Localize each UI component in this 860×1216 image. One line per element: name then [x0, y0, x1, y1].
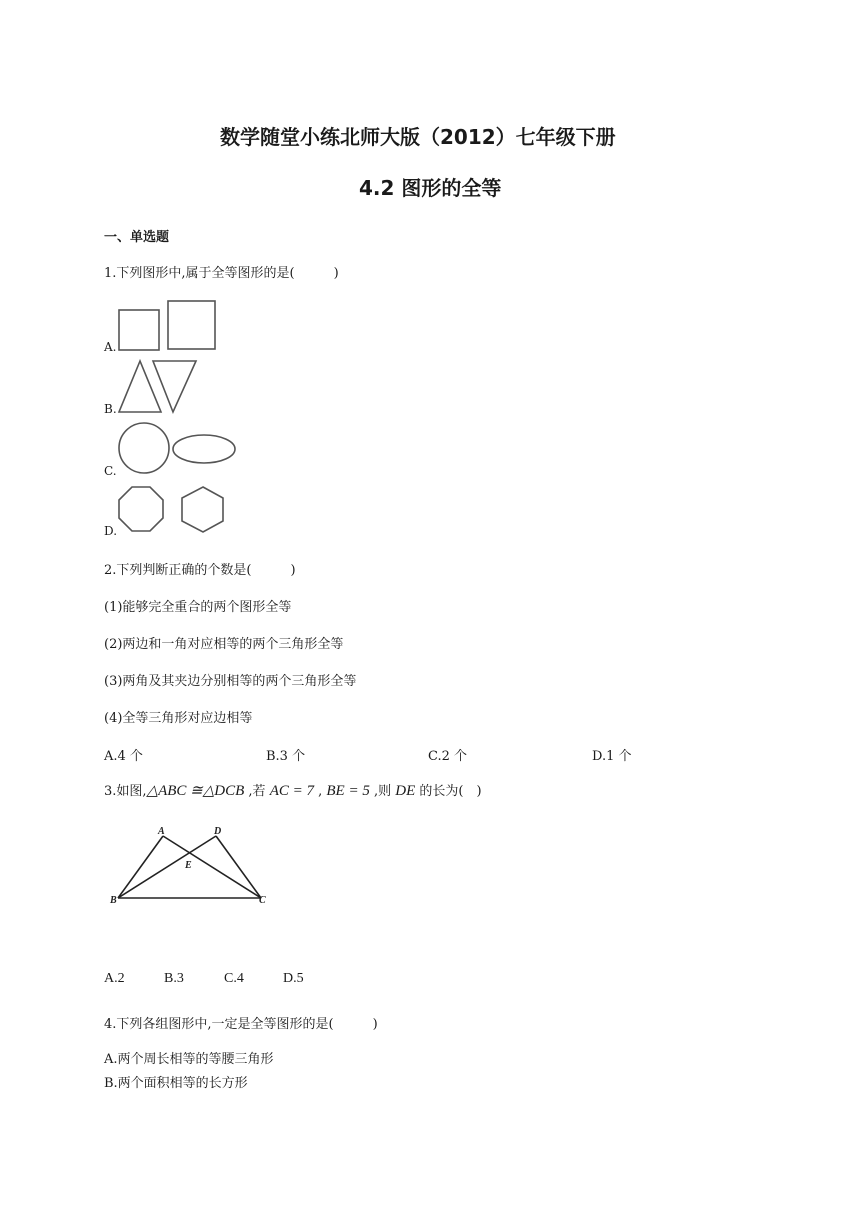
- q1-option-b-label: B.: [104, 402, 117, 416]
- q4-option-a: A.两个周长相等的等腰三角形: [104, 1052, 274, 1067]
- section-heading: 一、单选题: [104, 230, 170, 245]
- label-b: B: [110, 895, 117, 906]
- q3-condition-be: BE = 5: [326, 783, 370, 799]
- label-c: C: [259, 895, 266, 906]
- q2-option-a: A.4 个: [104, 749, 143, 764]
- q3-stem-mid2: ,则: [369, 784, 396, 799]
- q2-stem: 2.下列判断正确的个数是( ): [104, 563, 296, 578]
- segment-ab: [118, 836, 163, 898]
- q3-stem-mid1: ,若: [244, 784, 270, 799]
- segment-bd: [118, 836, 216, 898]
- q2-item-2: (2)两边和一角对应相等的两个三角形全等: [104, 637, 344, 652]
- document-title: 数学随堂小练北师大版（2012）七年级下册: [220, 125, 616, 149]
- q2-option-b: B.3 个: [266, 749, 306, 764]
- label-e: E: [185, 860, 192, 871]
- q3-comma: ,: [313, 784, 327, 799]
- q3-option-c: C.4: [224, 971, 244, 986]
- q3-condition-ac: AC = 7: [269, 783, 314, 799]
- q3-option-d: D.5: [283, 971, 304, 986]
- q3-triangle-figure: [108, 826, 278, 908]
- octagon-and-hexagon-icon: [118, 486, 228, 536]
- two-squares-icon: [118, 300, 218, 352]
- q3-stem-prefix: 3.如图,: [104, 784, 147, 799]
- q3-option-b: B.3: [164, 971, 184, 986]
- lesson-title: 4.2 图形的全等: [359, 176, 502, 200]
- q2-option-c: C.2 个: [428, 749, 468, 764]
- q2-item-1: (1)能够完全重合的两个图形全等: [104, 600, 292, 615]
- two-triangles-icon: [118, 360, 200, 415]
- q4-option-b: B.两个面积相等的长方形: [104, 1076, 248, 1091]
- q1-option-c-label: C.: [104, 464, 117, 478]
- segment-ac: [163, 836, 261, 898]
- q1-option-d-label: D.: [104, 524, 118, 538]
- label-a: A: [158, 826, 165, 837]
- q3-option-a: A.2: [104, 971, 125, 986]
- q3-congruence: △ABC ≅△DCB: [146, 783, 245, 799]
- q4-stem: 4.下列各组图形中,一定是全等图形的是( ): [104, 1017, 378, 1032]
- segment-dc: [216, 836, 261, 898]
- q2-item-3: (3)两角及其夹边分别相等的两个三角形全等: [104, 674, 357, 689]
- q1-option-a-label: A.: [104, 340, 117, 354]
- q1-stem: 1.下列图形中,属于全等图形的是( ): [104, 266, 339, 281]
- q2-item-4: (4)全等三角形对应边相等: [104, 711, 253, 726]
- q2-option-d: D.1 个: [592, 749, 632, 764]
- circle-and-ellipse-icon: [118, 422, 240, 477]
- q3-stem-suffix: 的长为( ): [415, 784, 482, 799]
- q3-target: DE: [395, 783, 416, 799]
- q3-stem: [104, 780, 482, 800]
- label-d: D: [214, 826, 222, 837]
